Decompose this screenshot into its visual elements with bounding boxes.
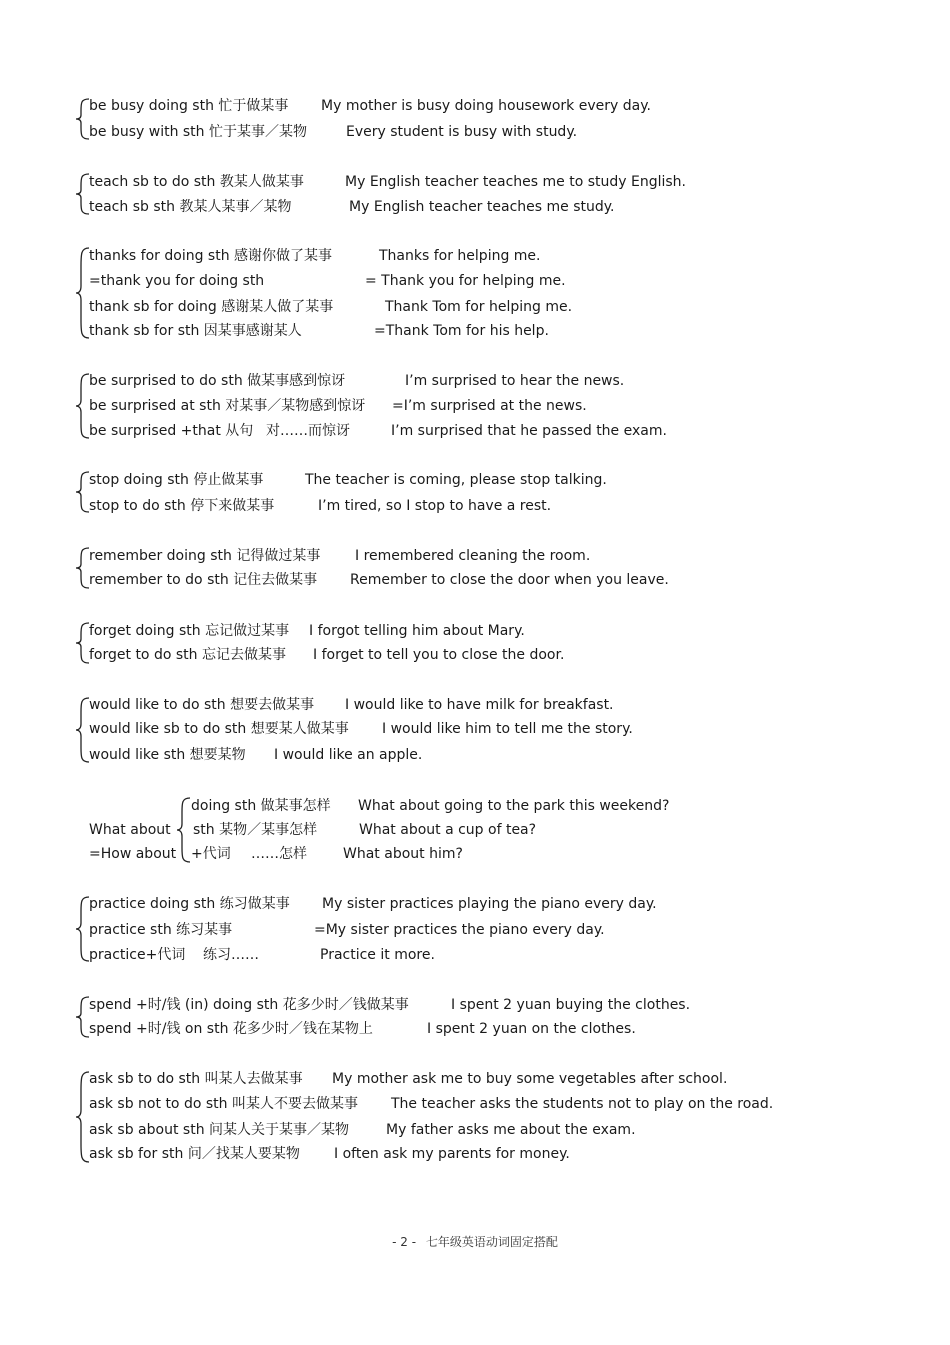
phrase-pattern: +代词 — [191, 846, 231, 862]
document-title: 七年级英语动词固定搭配 — [425, 1235, 558, 1249]
phrase-row — [0, 295, 950, 319]
phrase-row — [0, 892, 950, 916]
phrase-row — [0, 195, 950, 219]
phrase-pattern: be busy doing sth 忙于做某事 — [89, 98, 289, 114]
phrase-example: My mother is busy doing housework every day. — [321, 98, 651, 114]
phrase-example: My English teacher teaches me study. — [349, 199, 615, 215]
phrase-example: I forgot telling him about Mary. — [309, 623, 525, 639]
phrase-row — [0, 1017, 950, 1041]
phrase-example: I’m surprised that he passed the exam. — [391, 423, 667, 439]
phrase-row — [0, 394, 950, 418]
phrase-head: =How about — [89, 846, 177, 862]
phrase-pattern: remember doing sth 记得做过某事 — [89, 548, 321, 564]
phrase-pattern: spend +时/钱 (in) doing sth 花多少时／钱做某事 — [89, 997, 409, 1013]
phrase-example: = Thank you for helping me. — [365, 273, 566, 289]
phrase-pattern: be surprised at sth 对某事／某物感到惊讶 — [89, 398, 366, 414]
phrase-pattern: sth 某物／某事怎样 — [193, 822, 318, 838]
phrase-pattern: thank sb for sth 因某事感谢某人 — [89, 323, 302, 339]
phrase-example: The teacher asks the students not to play on the road. — [391, 1096, 774, 1112]
phrase-pattern: remember to do sth 记住去做某事 — [89, 572, 318, 588]
phrase-row — [0, 319, 950, 343]
phrase-row — [0, 369, 950, 393]
phrase-example: I would like to have milk for breakfast. — [345, 697, 614, 713]
phrase-row — [0, 468, 950, 492]
phrase-row — [0, 94, 950, 118]
phrase-pattern: teach sb sth 教某人某事／某物 — [89, 199, 292, 215]
phrase-row — [0, 619, 950, 643]
phrase-row — [0, 244, 950, 268]
phrase-example: =Thank Tom for his help. — [374, 323, 549, 339]
phrase-example: I would like an apple. — [274, 747, 423, 763]
phrase-pattern: thanks for doing sth 感谢你做了某事 — [89, 248, 333, 264]
phrase-row — [0, 643, 950, 667]
phrase-row — [0, 1142, 950, 1166]
phrase-meaning: 练习…… — [203, 947, 259, 963]
phrase-row — [0, 1118, 950, 1142]
phrase-pattern: forget doing sth 忘记做过某事 — [89, 623, 290, 639]
phrase-example: Remember to close the door when you leave. — [350, 572, 669, 588]
page-footer — [0, 1233, 950, 1250]
phrase-example: My father asks me about the exam. — [386, 1122, 636, 1138]
phrase-row — [0, 693, 950, 717]
phrase-meaning: ……怎样 — [251, 846, 307, 862]
phrase-pattern: stop to do sth 停下来做某事 — [89, 498, 275, 514]
phrase-example: My sister practices playing the piano every day. — [322, 896, 657, 912]
phrase-pattern: thank sb for doing 感谢某人做了某事 — [89, 299, 334, 315]
phrase-row — [0, 717, 950, 741]
phrase-pattern: ask sb about sth 问某人关于某事／某物 — [89, 1122, 350, 1138]
phrase-example: What about him? — [343, 846, 463, 862]
phrase-example: Thanks for helping me. — [379, 248, 541, 264]
phrase-pattern: ask sb not to do sth 叫某人不要去做某事 — [89, 1096, 358, 1112]
phrase-row — [0, 419, 950, 443]
phrase-pattern: =thank you for doing sth — [89, 273, 265, 289]
phrase-example: What about a cup of tea? — [359, 822, 537, 838]
phrase-example: I forget to tell you to close the door. — [313, 647, 565, 663]
phrase-row — [0, 568, 950, 592]
phrase-example: The teacher is coming, please stop talking. — [305, 472, 607, 488]
phrase-example: What about going to the park this weekend? — [358, 798, 670, 814]
phrase-pattern: would like sb to do sth 想要某人做某事 — [89, 721, 349, 737]
phrase-example: I’m surprised to hear the news. — [405, 373, 625, 389]
phrase-example: I’m tired, so I stop to have a rest. — [318, 498, 552, 514]
phrase-pattern: forget to do sth 忘记去做某事 — [89, 647, 286, 663]
phrase-pattern: teach sb to do sth 教某人做某事 — [89, 174, 304, 190]
phrase-meaning: 对……而惊讶 — [266, 423, 350, 439]
phrase-row — [0, 170, 950, 194]
phrase-pattern: ask sb to do sth 叫某人去做某事 — [89, 1071, 303, 1087]
phrase-row — [0, 743, 950, 767]
phrase-example: Thank Tom for helping me. — [385, 299, 573, 315]
phrase-pattern: be surprised to do sth 做某事感到惊讶 — [89, 373, 346, 389]
phrase-pattern: stop doing sth 停止做某事 — [89, 472, 264, 488]
phrase-example: My English teacher teaches me to study English. — [345, 174, 686, 190]
phrase-row — [0, 943, 950, 967]
phrase-example: I often ask my parents for money. — [334, 1146, 570, 1162]
phrase-pattern: practice doing sth 练习做某事 — [89, 896, 290, 912]
phrase-row — [0, 842, 950, 866]
phrase-row — [0, 918, 950, 942]
phrase-example: I spent 2 yuan buying the clothes. — [451, 997, 691, 1013]
phrase-example: =My sister practices the piano every day. — [314, 922, 605, 938]
phrase-row — [0, 120, 950, 144]
phrase-example: My mother ask me to buy some vegetables after school. — [332, 1071, 728, 1087]
phrase-row — [0, 794, 950, 818]
phrase-pattern: would like sth 想要某物 — [89, 747, 246, 763]
phrase-example: =I’m surprised at the news. — [392, 398, 587, 414]
phrase-pattern: be busy with sth 忙于某事／某物 — [89, 124, 307, 140]
phrase-row — [0, 544, 950, 568]
phrase-row — [0, 993, 950, 1017]
phrase-row — [0, 818, 950, 842]
phrase-pattern: practice+代词 — [89, 947, 186, 963]
phrase-row — [0, 1092, 950, 1116]
phrase-head: What about — [89, 822, 171, 838]
phrase-example: Every student is busy with study. — [346, 124, 578, 140]
phrase-pattern: ask sb for sth 问／找某人要某物 — [89, 1146, 300, 1162]
phrase-pattern: would like to do sth 想要去做某事 — [89, 697, 315, 713]
phrase-row — [0, 269, 950, 293]
phrase-pattern: be surprised +that 从句 — [89, 423, 254, 439]
phrase-example: I remembered cleaning the room. — [355, 548, 591, 564]
phrase-row — [0, 1067, 950, 1091]
phrase-example: Practice it more. — [320, 947, 435, 963]
phrase-pattern: spend +时/钱 on sth 花多少时／钱在某物上 — [89, 1021, 373, 1037]
phrase-row — [0, 494, 950, 518]
phrase-example: I would like him to tell me the story. — [382, 721, 633, 737]
phrase-pattern: doing sth 做某事怎样 — [191, 798, 331, 814]
phrase-pattern: practice sth 练习某事 — [89, 922, 233, 938]
page-number: - 2 - — [392, 1235, 417, 1249]
phrase-example: I spent 2 yuan on the clothes. — [427, 1021, 636, 1037]
